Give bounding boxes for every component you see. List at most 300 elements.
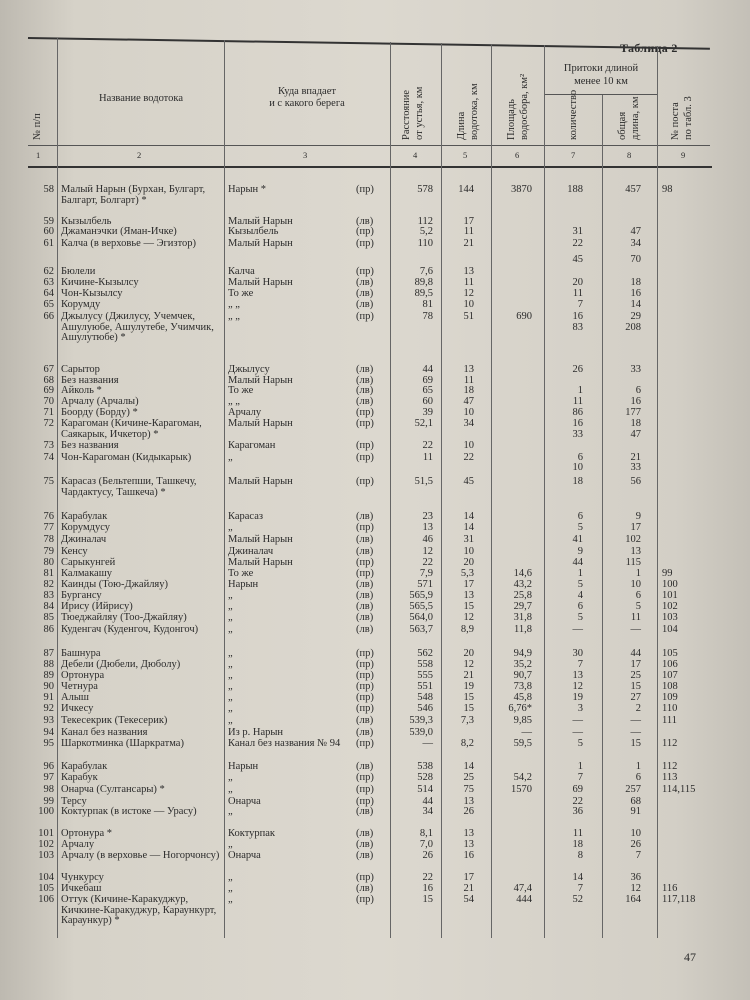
cell-total-length: —: [630, 624, 641, 635]
cell-total-length: 47: [630, 226, 641, 237]
cell-distance: 23: [422, 511, 433, 522]
header-area-line2: водосбора, км²: [519, 73, 530, 140]
cell-bank: (пр): [356, 311, 374, 322]
cell-post: 105: [662, 648, 678, 659]
cell-where: „: [228, 613, 233, 623]
cell-area: 29,7: [513, 601, 532, 612]
cell-bank: (лв): [356, 277, 374, 288]
cell-distance: 565,9: [409, 590, 433, 601]
cell-where: Карагоман: [228, 440, 276, 451]
cell-length: 20: [463, 557, 474, 568]
cell-distance: 13: [422, 522, 433, 533]
cell-name: Ортонура *: [61, 828, 113, 839]
cell-distance: 571: [417, 579, 433, 590]
cell-count: 36: [572, 806, 583, 817]
cell-total-length: 27: [630, 692, 641, 703]
header-total-line2: длина, км: [630, 96, 641, 140]
cell-post: 98: [662, 184, 673, 195]
cell-name: Оттук (Кичине-Каракуджур, Кичкине-Каракуджур, Караункурт, Караункур) *: [61, 895, 217, 926]
cell-where: Малый Нарын: [228, 277, 293, 288]
cell-total-length: 26: [630, 839, 641, 850]
cell-count: 4: [577, 590, 583, 601]
cell-length: 45: [463, 476, 474, 487]
cell-bank: (пр): [356, 238, 374, 249]
cell-count: 45: [572, 254, 583, 265]
cell-count: 16: [572, 418, 583, 429]
cell-no: 88: [43, 659, 54, 670]
cell-distance: 5,2: [419, 226, 433, 237]
cell-where: Малый Нарын: [228, 239, 293, 249]
cell-count: 14: [572, 872, 583, 883]
cell-name: Ичкесу: [61, 703, 94, 714]
cell-name: Без названия: [61, 375, 119, 386]
cell-name: Сарытор: [61, 364, 100, 375]
cell-bank: (пр): [356, 681, 374, 692]
cell-bank: (лв): [356, 850, 374, 861]
cell-count: —: [572, 624, 583, 635]
cell-where: Канал без названия № 94: [228, 739, 341, 749]
cell-distance: 578: [417, 184, 433, 195]
cell-name: Куденгач (Куденгоч, Кудонгоч): [61, 624, 199, 635]
cell-bank: (лв): [356, 396, 374, 407]
cell-name: Ортонура: [61, 670, 105, 681]
cell-length: 5,3: [460, 568, 474, 579]
cell-bank: (лв): [356, 715, 374, 726]
cell-count: 5: [577, 612, 583, 623]
column-number-8: 8: [627, 150, 632, 160]
cell-length: 13: [463, 590, 474, 601]
cell-bank: (пр): [356, 522, 374, 533]
cell-distance: 69: [422, 375, 433, 386]
cell-total-length: 102: [625, 534, 641, 545]
cell-count: 6: [577, 452, 583, 463]
cell-total-length: 15: [630, 681, 641, 692]
cell-area: 45,8: [513, 692, 532, 703]
cell-no: 100: [38, 806, 54, 817]
cell-name: Бюлели: [61, 266, 96, 277]
cell-total-length: 70: [630, 254, 641, 265]
cell-total-length: 2: [635, 703, 641, 714]
cell-total-length: 7: [635, 850, 641, 861]
cell-total-length: 115: [625, 557, 641, 568]
header-tributaries-line1: Притоки длиной: [563, 63, 639, 74]
cell-where: Кызылбель: [228, 226, 279, 237]
cell-distance: 22: [422, 557, 433, 568]
cell-total-length: —: [630, 727, 641, 738]
cell-where: „: [228, 895, 233, 905]
cell-length: 13: [463, 839, 474, 850]
cell-name: Джылусу (Джилусу, Учемчек, Ашулуюбе, Ашулутебе, Учимчик, Ашулутюбе) *: [61, 312, 214, 343]
column-number-7: 7: [571, 150, 576, 160]
cell-count: 5: [577, 738, 583, 749]
cell-post: 106: [662, 659, 678, 670]
cell-distance: 52,1: [414, 418, 433, 429]
cell-distance: 110: [417, 238, 433, 249]
cell-name: Арчалу: [61, 840, 95, 850]
cell-count: —: [572, 727, 583, 738]
cell-no: 105: [38, 883, 54, 894]
header-distance-line1: Расстояние: [401, 89, 412, 140]
cell-total-length: 29: [630, 311, 641, 322]
cell-where: Джылусу: [228, 364, 270, 375]
cell-bank: (пр): [356, 476, 374, 487]
cell-where: „: [228, 872, 233, 883]
column-number-2: 2: [137, 150, 142, 160]
cell-where: Малый Нарын: [228, 375, 293, 386]
cell-name: Малый Нарын (Бурхан, Булгарт, Балгарт, Болгарт) *: [61, 185, 206, 206]
cell-area: 6,76*: [508, 703, 532, 714]
cell-bank: (пр): [356, 568, 374, 579]
cell-where: То же: [228, 568, 254, 579]
cell-no: 61: [43, 238, 54, 249]
cell-where: „: [228, 522, 233, 533]
cell-bank: (лв): [356, 288, 374, 299]
cell-area: 43,2: [513, 579, 532, 590]
cell-count: 69: [572, 784, 583, 795]
cell-length: 21: [463, 883, 474, 894]
cell-post: 114,115: [662, 784, 696, 795]
cell-total-length: 15: [630, 738, 641, 749]
cell-count: 19: [572, 692, 583, 703]
cell-count: 1: [577, 385, 583, 396]
cell-distance: 112: [417, 216, 433, 227]
cell-length: 21: [463, 670, 474, 681]
cell-total-length: 17: [630, 659, 641, 670]
cell-total-length: 1: [635, 761, 641, 772]
cell-bank: (пр): [356, 648, 374, 659]
cell-length: 8,9: [460, 624, 474, 635]
cell-distance: 562: [417, 648, 433, 659]
cell-length: 15: [463, 692, 474, 703]
cell-post: 101: [662, 590, 678, 601]
cell-total-length: 6: [635, 590, 641, 601]
cell-name: Кенсу: [61, 546, 88, 557]
header-name: Название водотока: [99, 93, 183, 104]
cell-no: 72: [43, 418, 54, 429]
cell-no: 87: [43, 648, 54, 659]
cell-bank: (лв): [356, 216, 374, 227]
cell-where: „: [228, 601, 233, 612]
cell-area: 90,7: [513, 670, 532, 681]
cell-area: 73,8: [513, 681, 532, 692]
cell-no: 103: [38, 850, 54, 861]
cell-bank: (пр): [356, 226, 374, 237]
cell-length: 20: [463, 648, 474, 659]
cell-count: 1: [577, 568, 583, 579]
cell-distance: 15: [422, 894, 433, 905]
cell-name: Ичкебаш: [61, 883, 102, 894]
cell-no: 104: [38, 872, 54, 883]
cell-length: 12: [463, 612, 474, 623]
cell-length: 18: [463, 385, 474, 396]
cell-no: 102: [38, 839, 54, 850]
cell-where: Нарын: [228, 761, 259, 772]
cell-name: Карабулак: [61, 511, 108, 522]
cell-count: 31: [572, 226, 583, 237]
cell-area: 444: [516, 894, 532, 905]
cell-area: 14,6: [513, 568, 532, 579]
cell-bank: (пр): [356, 659, 374, 670]
header-where-line1: Куда впадает: [278, 86, 336, 97]
cell-count: 22: [572, 238, 583, 249]
cell-bank: (лв): [356, 624, 374, 635]
cell-where: „: [228, 715, 233, 726]
cell-name: Айколь *: [61, 385, 102, 396]
cell-length: 11: [463, 226, 474, 237]
cell-no: 63: [43, 277, 54, 288]
cell-post: 104: [662, 624, 678, 635]
cell-count: 9: [577, 546, 583, 557]
cell-count: 11: [572, 396, 583, 407]
cell-post: 109: [662, 692, 678, 703]
cell-where: „: [228, 806, 233, 817]
cell-count: 1: [577, 761, 583, 772]
header-post-line2: по табл. 3: [683, 96, 694, 140]
cell-total-length: 33: [630, 364, 641, 375]
cell-no: 81: [43, 568, 54, 579]
cell-distance: 564,0: [409, 612, 433, 623]
cell-no: 73: [43, 440, 54, 451]
cell-length: 8,2: [460, 738, 474, 749]
cell-bank: (лв): [356, 546, 374, 557]
cell-distance: 46: [422, 534, 433, 545]
cell-name: Тюеджайляу (Тоо-Джайляу): [61, 613, 187, 623]
cell-name: Бургансу: [61, 590, 102, 601]
cell-length: 54: [463, 894, 474, 905]
cell-length: 10: [463, 299, 474, 310]
cell-distance: 11: [422, 452, 433, 463]
cell-count: 13: [572, 670, 583, 681]
cell-name: Карабук: [61, 772, 98, 783]
cell-no: 58: [43, 184, 54, 195]
cell-name: Арчалу (в верховье — Ногорчонсу): [61, 850, 220, 861]
cell-total-length: 18: [630, 418, 641, 429]
cell-count: 44: [572, 557, 583, 568]
cell-length: 17: [463, 579, 474, 590]
cell-count: 22: [572, 796, 583, 807]
cell-where: „: [228, 883, 233, 894]
cell-post: 102: [662, 601, 678, 612]
cell-length: 144: [458, 184, 474, 195]
cell-no: 91: [43, 692, 54, 703]
cell-length: 12: [463, 659, 474, 670]
cell-where: „ „: [228, 396, 240, 407]
cell-bank: (лв): [356, 590, 374, 601]
cell-where: „: [228, 703, 233, 714]
header-length-line2: водотока, км: [469, 83, 480, 140]
cell-area: 690: [516, 311, 532, 322]
cell-length: 15: [463, 703, 474, 714]
cell-total-length: 44: [630, 648, 641, 659]
cell-name: Арчалу (Арчалы): [61, 396, 139, 407]
cell-length: 11: [463, 277, 474, 288]
cell-no: 84: [43, 601, 54, 612]
cell-name: Карасаз (Бельтепши, Ташкечу, Чардактусу, Ташкеча) *: [61, 477, 197, 498]
cell-count: 18: [572, 839, 583, 850]
cell-distance: 565,5: [409, 601, 433, 612]
cell-total-length: 17: [630, 522, 641, 533]
cell-post: 117,118: [662, 894, 696, 905]
cell-bank: (пр): [356, 692, 374, 703]
cell-post: 112: [662, 761, 678, 772]
cell-area: 59,5: [513, 738, 532, 749]
cell-name: Калмакашу: [61, 568, 113, 579]
cell-name: Онарча (Султансары) *: [61, 784, 165, 795]
cell-distance: 555: [417, 670, 433, 681]
cell-bank: (пр): [356, 772, 374, 783]
cell-name: Корумду: [61, 299, 101, 310]
cell-bank: (пр): [356, 407, 374, 418]
cell-distance: 7,0: [419, 839, 433, 850]
cell-no: 90: [43, 681, 54, 692]
cell-bank: (лв): [356, 299, 374, 310]
cell-total-length: 56: [630, 476, 641, 487]
cell-bank: (пр): [356, 266, 374, 277]
cell-no: 75: [43, 476, 54, 487]
cell-where: Онарча: [228, 850, 261, 861]
cell-length: 26: [463, 806, 474, 817]
cell-distance: 44: [422, 796, 433, 807]
cell-no: 98: [43, 784, 54, 795]
cell-where: Малый Нарын: [228, 419, 293, 429]
cell-name: Коктурпак (в истоке — Урасу): [61, 806, 197, 817]
cell-bank: (лв): [356, 727, 374, 738]
cell-bank: (лв): [356, 579, 374, 590]
cell-distance: 34: [422, 806, 433, 817]
cell-name: Кызылбель: [61, 216, 112, 227]
cell-bank: (лв): [356, 511, 374, 522]
cell-no: 65: [43, 299, 54, 310]
cell-length: 14: [463, 761, 474, 772]
cell-where: „: [228, 624, 233, 635]
cell-bank: (лв): [356, 612, 374, 623]
cell-distance: 551: [417, 681, 433, 692]
cell-where: „: [228, 772, 233, 783]
cell-distance: 539,0: [409, 727, 433, 738]
cell-bank: (лв): [356, 761, 374, 772]
cell-length: 13: [463, 266, 474, 277]
header-total-line1: общая: [617, 111, 628, 140]
cell-no: 66: [43, 311, 54, 322]
cell-post: 108: [662, 681, 678, 692]
cell-no: 74: [43, 452, 54, 463]
cell-total-length: 5: [635, 601, 641, 612]
cell-no: 106: [38, 894, 54, 905]
cell-name: Джаманэчки (Яман-Ичке): [61, 226, 177, 237]
cell-where: „: [228, 681, 233, 692]
cell-total-length: 13: [630, 546, 641, 557]
cell-total-length: 68: [630, 796, 641, 807]
cell-where: Малый Нарын: [228, 216, 293, 227]
cell-distance: 81: [422, 299, 433, 310]
cell-distance: 65: [422, 385, 433, 396]
cell-name: Четнура: [61, 681, 98, 692]
cell-name: Текесекрик (Текесерик): [61, 715, 168, 726]
cell-count: 7: [577, 299, 583, 310]
cell-where: Онарча: [228, 797, 261, 807]
cell-distance: 548: [417, 692, 433, 703]
cell-distance: 22: [422, 872, 433, 883]
cell-total-length: 164: [625, 894, 641, 905]
cell-length: 47: [463, 396, 474, 407]
cell-total-length: 16: [630, 396, 641, 407]
cell-no: 77: [43, 522, 54, 533]
cell-bank: (пр): [356, 894, 374, 905]
cell-distance: 22: [422, 440, 433, 451]
cell-bank: (лв): [356, 364, 374, 375]
cell-count: 6: [577, 511, 583, 522]
cell-total-length: 6: [635, 385, 641, 396]
cell-no: 64: [43, 288, 54, 299]
cell-total-length: 9: [635, 511, 641, 522]
cell-where: „: [228, 784, 233, 795]
cell-count: 10: [572, 462, 583, 473]
cell-where: То же: [228, 385, 254, 396]
cell-bank: (лв): [356, 375, 374, 386]
cell-count: 18: [572, 476, 583, 487]
cell-total-length: 11: [630, 612, 641, 623]
cell-count: 5: [577, 522, 583, 533]
cell-distance: 538: [417, 761, 433, 772]
cell-length: 13: [463, 828, 474, 839]
cell-post: 116: [662, 883, 678, 894]
cell-no: 86: [43, 624, 54, 635]
cell-length: 13: [463, 364, 474, 375]
cell-distance: 78: [422, 311, 433, 322]
cell-length: 17: [463, 872, 474, 883]
cell-total-length: 21: [630, 452, 641, 463]
cell-post: 103: [662, 612, 678, 623]
cell-no: 68: [43, 375, 54, 386]
cell-total-length: 36: [630, 872, 641, 883]
cell-post: 100: [662, 579, 678, 590]
cell-distance: 60: [422, 396, 433, 407]
cell-where: „: [228, 453, 233, 463]
cell-length: 7,3: [460, 715, 474, 726]
cell-total-length: 16: [630, 288, 641, 299]
cell-post: 113: [662, 772, 678, 783]
cell-length: 14: [463, 511, 474, 522]
cell-total-length: 25: [630, 670, 641, 681]
cell-no: 67: [43, 364, 54, 375]
cell-distance: 514: [417, 784, 433, 795]
cell-length: 31: [463, 534, 474, 545]
cell-no: 79: [43, 546, 54, 557]
header-area-line1: Площадь: [506, 99, 517, 140]
cell-distance: 89,5: [414, 288, 433, 299]
cell-area: 9,85: [513, 715, 532, 726]
header-no: № п/п: [32, 113, 43, 140]
cell-name: Ирису (Ийрису): [61, 601, 133, 612]
cell-area: 31,8: [513, 612, 532, 623]
cell-where: Малый Нарын: [228, 557, 293, 568]
cell-bank: (лв): [356, 385, 374, 396]
column-number-5: 5: [463, 150, 468, 160]
cell-total-length: 6: [635, 772, 641, 783]
cell-area: —: [521, 727, 532, 738]
cell-name: Корумдусу: [61, 522, 110, 533]
cell-where: Нарын: [228, 579, 259, 590]
cell-no: 70: [43, 396, 54, 407]
cell-total-length: 12: [630, 883, 641, 894]
cell-bank: (лв): [356, 806, 374, 817]
cell-no: 96: [43, 761, 54, 772]
cell-total-length: 34: [630, 238, 641, 249]
cell-where: Карасаз: [228, 511, 264, 522]
cell-area: 1570: [511, 784, 532, 795]
cell-where: „: [228, 692, 233, 703]
cell-where: „: [228, 590, 233, 601]
